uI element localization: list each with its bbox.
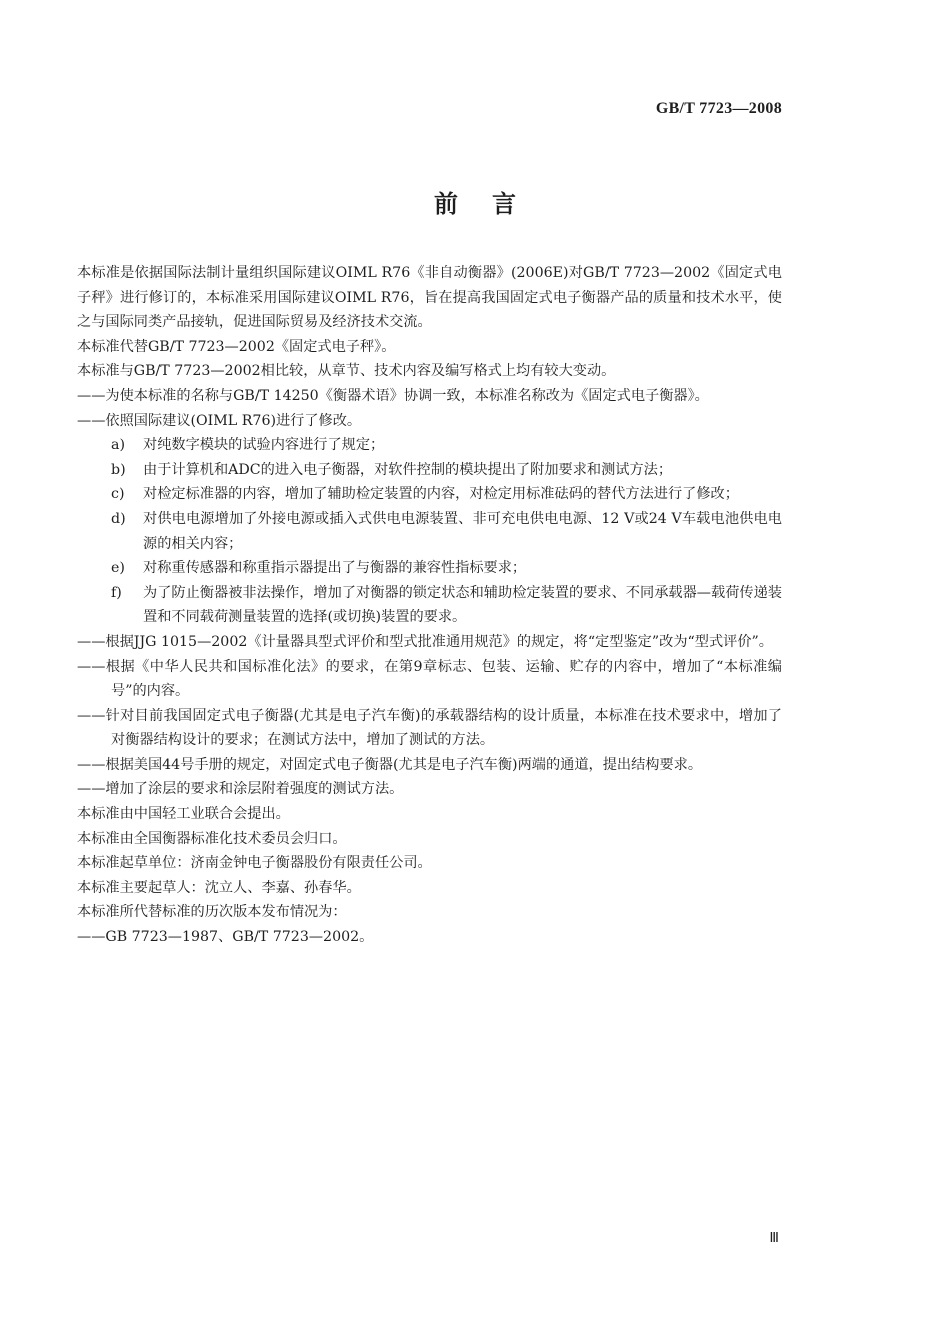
page-title: 前言 — [434, 190, 550, 218]
page-number: Ⅲ — [769, 1231, 779, 1246]
list-item-label: d) — [111, 510, 126, 527]
list-item-label: b) — [111, 461, 126, 478]
list-item-text: 对检定标准器的内容，增加了辅助检定装置的内容，对检定用标准砝码的替代方法进行了修改； — [143, 486, 739, 503]
paragraph-history: 本标准所代替标准的历次版本发布情况为： — [77, 904, 347, 921]
list-item-text: 对供电电源增加了外接电源或插入式供电电源装置、非可充电供电电源、12 V或24 V车载电池供电电源的相关内容； — [143, 510, 782, 552]
list-item-text: 由于计算机和ADC的进入电子衡器，对软件控制的模块提出了附加要求和测试方法； — [143, 461, 673, 478]
paragraph-proposed-by: 本标准由中国轻工业联合会提出。 — [77, 806, 290, 823]
list-item — [77, 433, 782, 458]
list-item-text: 为了防止衡器被非法操作，增加了对衡器的锁定状态和辅助检定装置的要求、不同承载器—载荷传递装置和不同载荷测量装置的选择(或切换)装置的要求。 — [143, 584, 782, 626]
dash-item-previous-editions: ——GB 7723—1987、GB/T 7723—2002。 — [77, 929, 374, 946]
dash-item-jjg: ——根据JJG 1015—2002《计量器具型式评价和型式批准通用规范》的规定，将“定型鉴定”改为“型式评价”。 — [77, 633, 773, 650]
foreword-body — [77, 261, 782, 950]
list-item — [77, 556, 782, 581]
list-item-label: e) — [111, 560, 125, 577]
dash-item-oiml: ——依照国际建议(OIML R76)进行了修改。 — [77, 412, 362, 429]
paragraph-basis: 本标准是依据国际法制计量组织国际建议OIML R76《非自动衡器》(2006E)对GB/T 7723—2002《固定式电子秤》进行修订的，本标准采用国际建议OIML R76，旨在提高我国固定式电子衡器产品的质量和技术水平，使之与国际同类产品接轨，促进国际贸易及经济技术交流。 — [77, 265, 782, 331]
list-item-label: a) — [111, 437, 125, 454]
dash-item-handbook-44: ——根据美国44号手册的规定，对固定式电子衡器(尤其是电子汽车衡)两端的通道，提出结构要求。 — [77, 756, 703, 773]
dash-item-structure-design: ——针对目前我国固定式电子衡器(尤其是电子汽车衡)的承载器结构的设计质量，本标准在技术要求中，增加了对衡器结构设计的要求；在测试方法中，增加了测试的方法。 — [77, 707, 782, 749]
list-item-text: 对纯数字模块的试验内容进行了规定； — [143, 437, 385, 454]
list-item — [77, 581, 782, 630]
dash-item-name-change: ——为使本标准的名称与GB/T 14250《衡器术语》协调一致，本标准名称改为《固定式电子衡器》。 — [77, 387, 709, 404]
paragraph-drafters: 本标准主要起草人：沈立人、李嘉、孙春华。 — [77, 879, 361, 896]
list-item — [77, 482, 782, 507]
standard-code: GB/T 7723—2008 — [655, 100, 782, 117]
list-item-label: c) — [111, 486, 125, 503]
paragraph-replaces: 本标准代替GB/T 7723—2002《固定式电子秤》。 — [77, 338, 396, 355]
paragraph-drafting-unit: 本标准起草单位：济南金钟电子衡器股份有限责任公司。 — [77, 855, 432, 872]
list-item — [77, 458, 782, 483]
dash-item-standardization-law: ——根据《中华人民共和国标准化法》的要求，在第9章标志、包装、运输、贮存的内容中，增加了“本标准编号”的内容。 — [77, 658, 782, 700]
list-item-label: f) — [111, 584, 122, 601]
paragraph-centralized-by: 本标准由全国衡器标准化技术委员会归口。 — [77, 830, 347, 847]
list-item-text: 对称重传感器和称重指示器提出了与衡器的兼容性指标要求； — [143, 560, 527, 577]
dash-item-coating: ——增加了涂层的要求和涂层附着强度的测试方法。 — [77, 781, 404, 798]
list-item — [77, 507, 782, 556]
paragraph-changes: 本标准与GB/T 7723—2002相比较，从章节、技术内容及编写格式上均有较大变动。 — [77, 363, 616, 380]
